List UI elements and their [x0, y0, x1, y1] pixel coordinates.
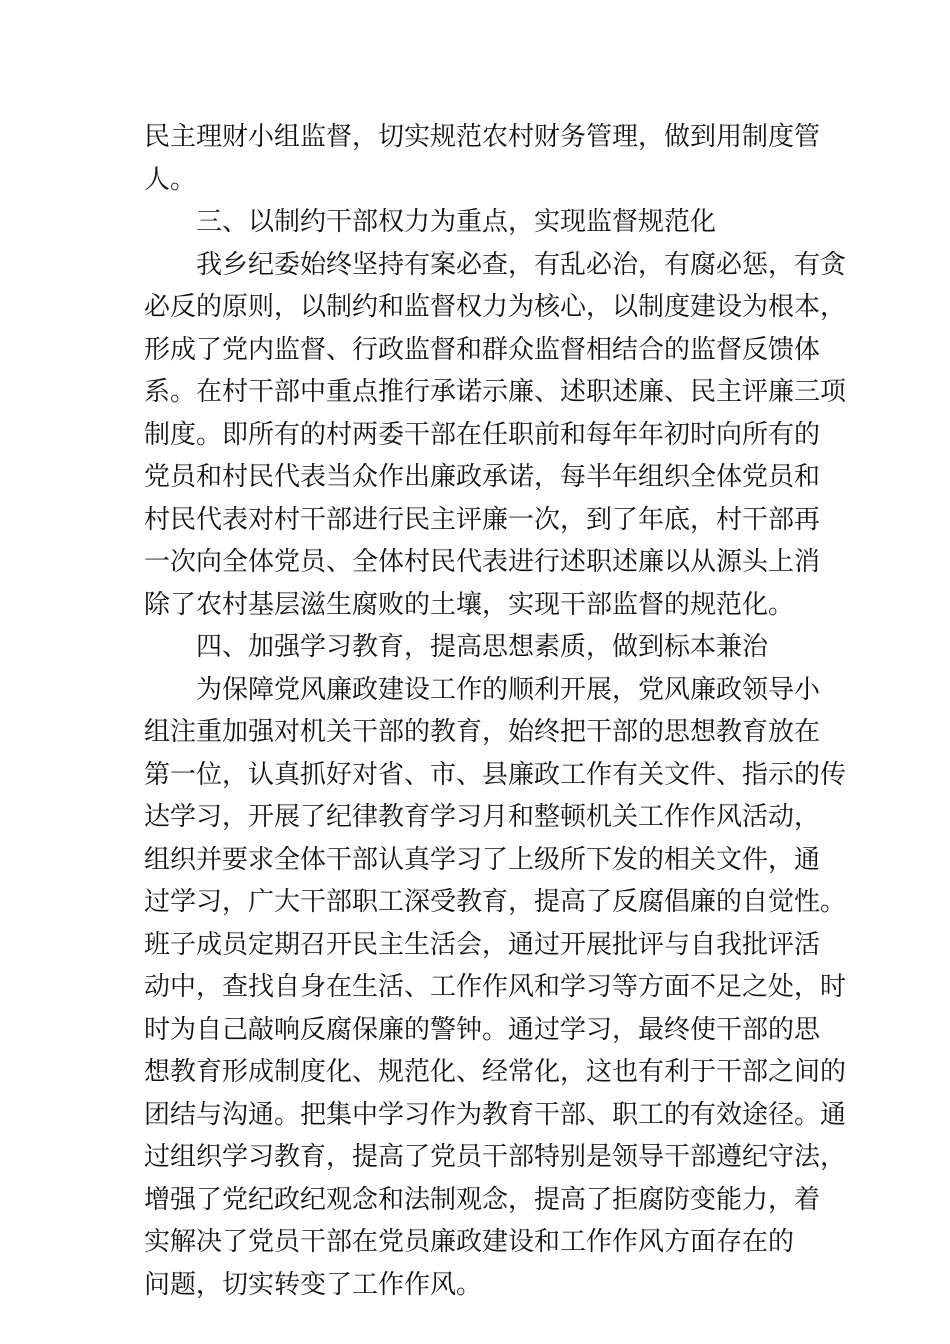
body-line: 实解决了党员干部在党员廉政建设和工作作风方面存在的 — [144, 1227, 795, 1257]
document-body — [144, 116, 847, 1306]
body-line: 组注重加强对机关干部的教育，始终把干部的思想教育放在 — [144, 717, 821, 747]
body-line: 第一位，认真抓好对省、市、县廉政工作有关文件、指示的传 — [144, 759, 847, 790]
body-line: 动中，查找自身在生活、工作作风和学习等方面不足之处，时 — [144, 972, 847, 1002]
body-line: 制度。即所有的村两委干部在任职前和每年年初时向所有的 — [144, 419, 821, 450]
body-line: 组织并要求全体干部认真学习了上级所下发的相关文件，通 — [144, 844, 821, 875]
body-line: 系。在村干部中重点推行承诺示廉、述职述廉、民主评廉三项 — [144, 377, 847, 407]
body-line: 达学习，开展了纪律教育学习月和整顿机关工作作风活动， — [144, 802, 821, 832]
section-heading-4: 四、加强学习教育，提高思想素质，做到标本兼治 — [196, 632, 769, 662]
body-line: 时为自己敲响反腐保廉的警钟。通过学习，最终使干部的思 — [144, 1014, 821, 1045]
section-heading-3: 三、以制约干部权力为重点，实现监督规范化 — [196, 207, 717, 237]
paragraph-start: 为保障党风廉政建设工作的顺利开展，党风廉政领导小 — [196, 674, 821, 705]
paragraph-start: 我乡纪委始终坚持有案必查，有乱必治，有腐必惩，有贪 — [196, 249, 847, 280]
body-line: 问题，切实转变了工作作风。 — [144, 1269, 483, 1300]
body-line: 人。 — [144, 164, 197, 195]
body-line: 党员和村民代表当众作出廉政承诺，每半年组织全体党员和 — [144, 462, 821, 492]
body-line: 除了农村基层滋生腐败的土壤，实现干部监督的规范化。 — [144, 589, 795, 620]
body-line: 班子成员定期召开民主生活会，通过开展批评与自我批评活 — [144, 929, 821, 960]
body-line: 团结与沟通。把集中学习作为教育干部、职工的有效途径。通 — [144, 1099, 847, 1130]
body-line: 过学习，广大干部职工深受教育，提高了反腐倡廉的自觉性。 — [144, 887, 847, 917]
body-line: 形成了党内监督、行政监督和群众监督相结合的监督反馈体 — [144, 334, 821, 365]
body-line: 一次向全体党员、全体村民代表进行述职述廉以从源头上消 — [144, 547, 821, 577]
body-line: 过组织学习教育，提高了党员干部特别是领导干部遵纪守法， — [144, 1142, 847, 1172]
body-line: 增强了党纪政纪观念和法制观念，提高了拒腐防变能力，着 — [144, 1184, 821, 1215]
body-line: 想教育形成制度化、规范化、经常化，这也有利于干部之间的 — [144, 1057, 847, 1087]
body-line: 村民代表对村干部进行民主评廉一次，到了年底，村干部再 — [144, 504, 821, 535]
body-line: 民主理财小组监督，切实规范农村财务管理，做到用制度管 — [144, 122, 821, 152]
body-line: 必反的原则，以制约和监督权力为核心，以制度建设为根本， — [144, 292, 847, 322]
